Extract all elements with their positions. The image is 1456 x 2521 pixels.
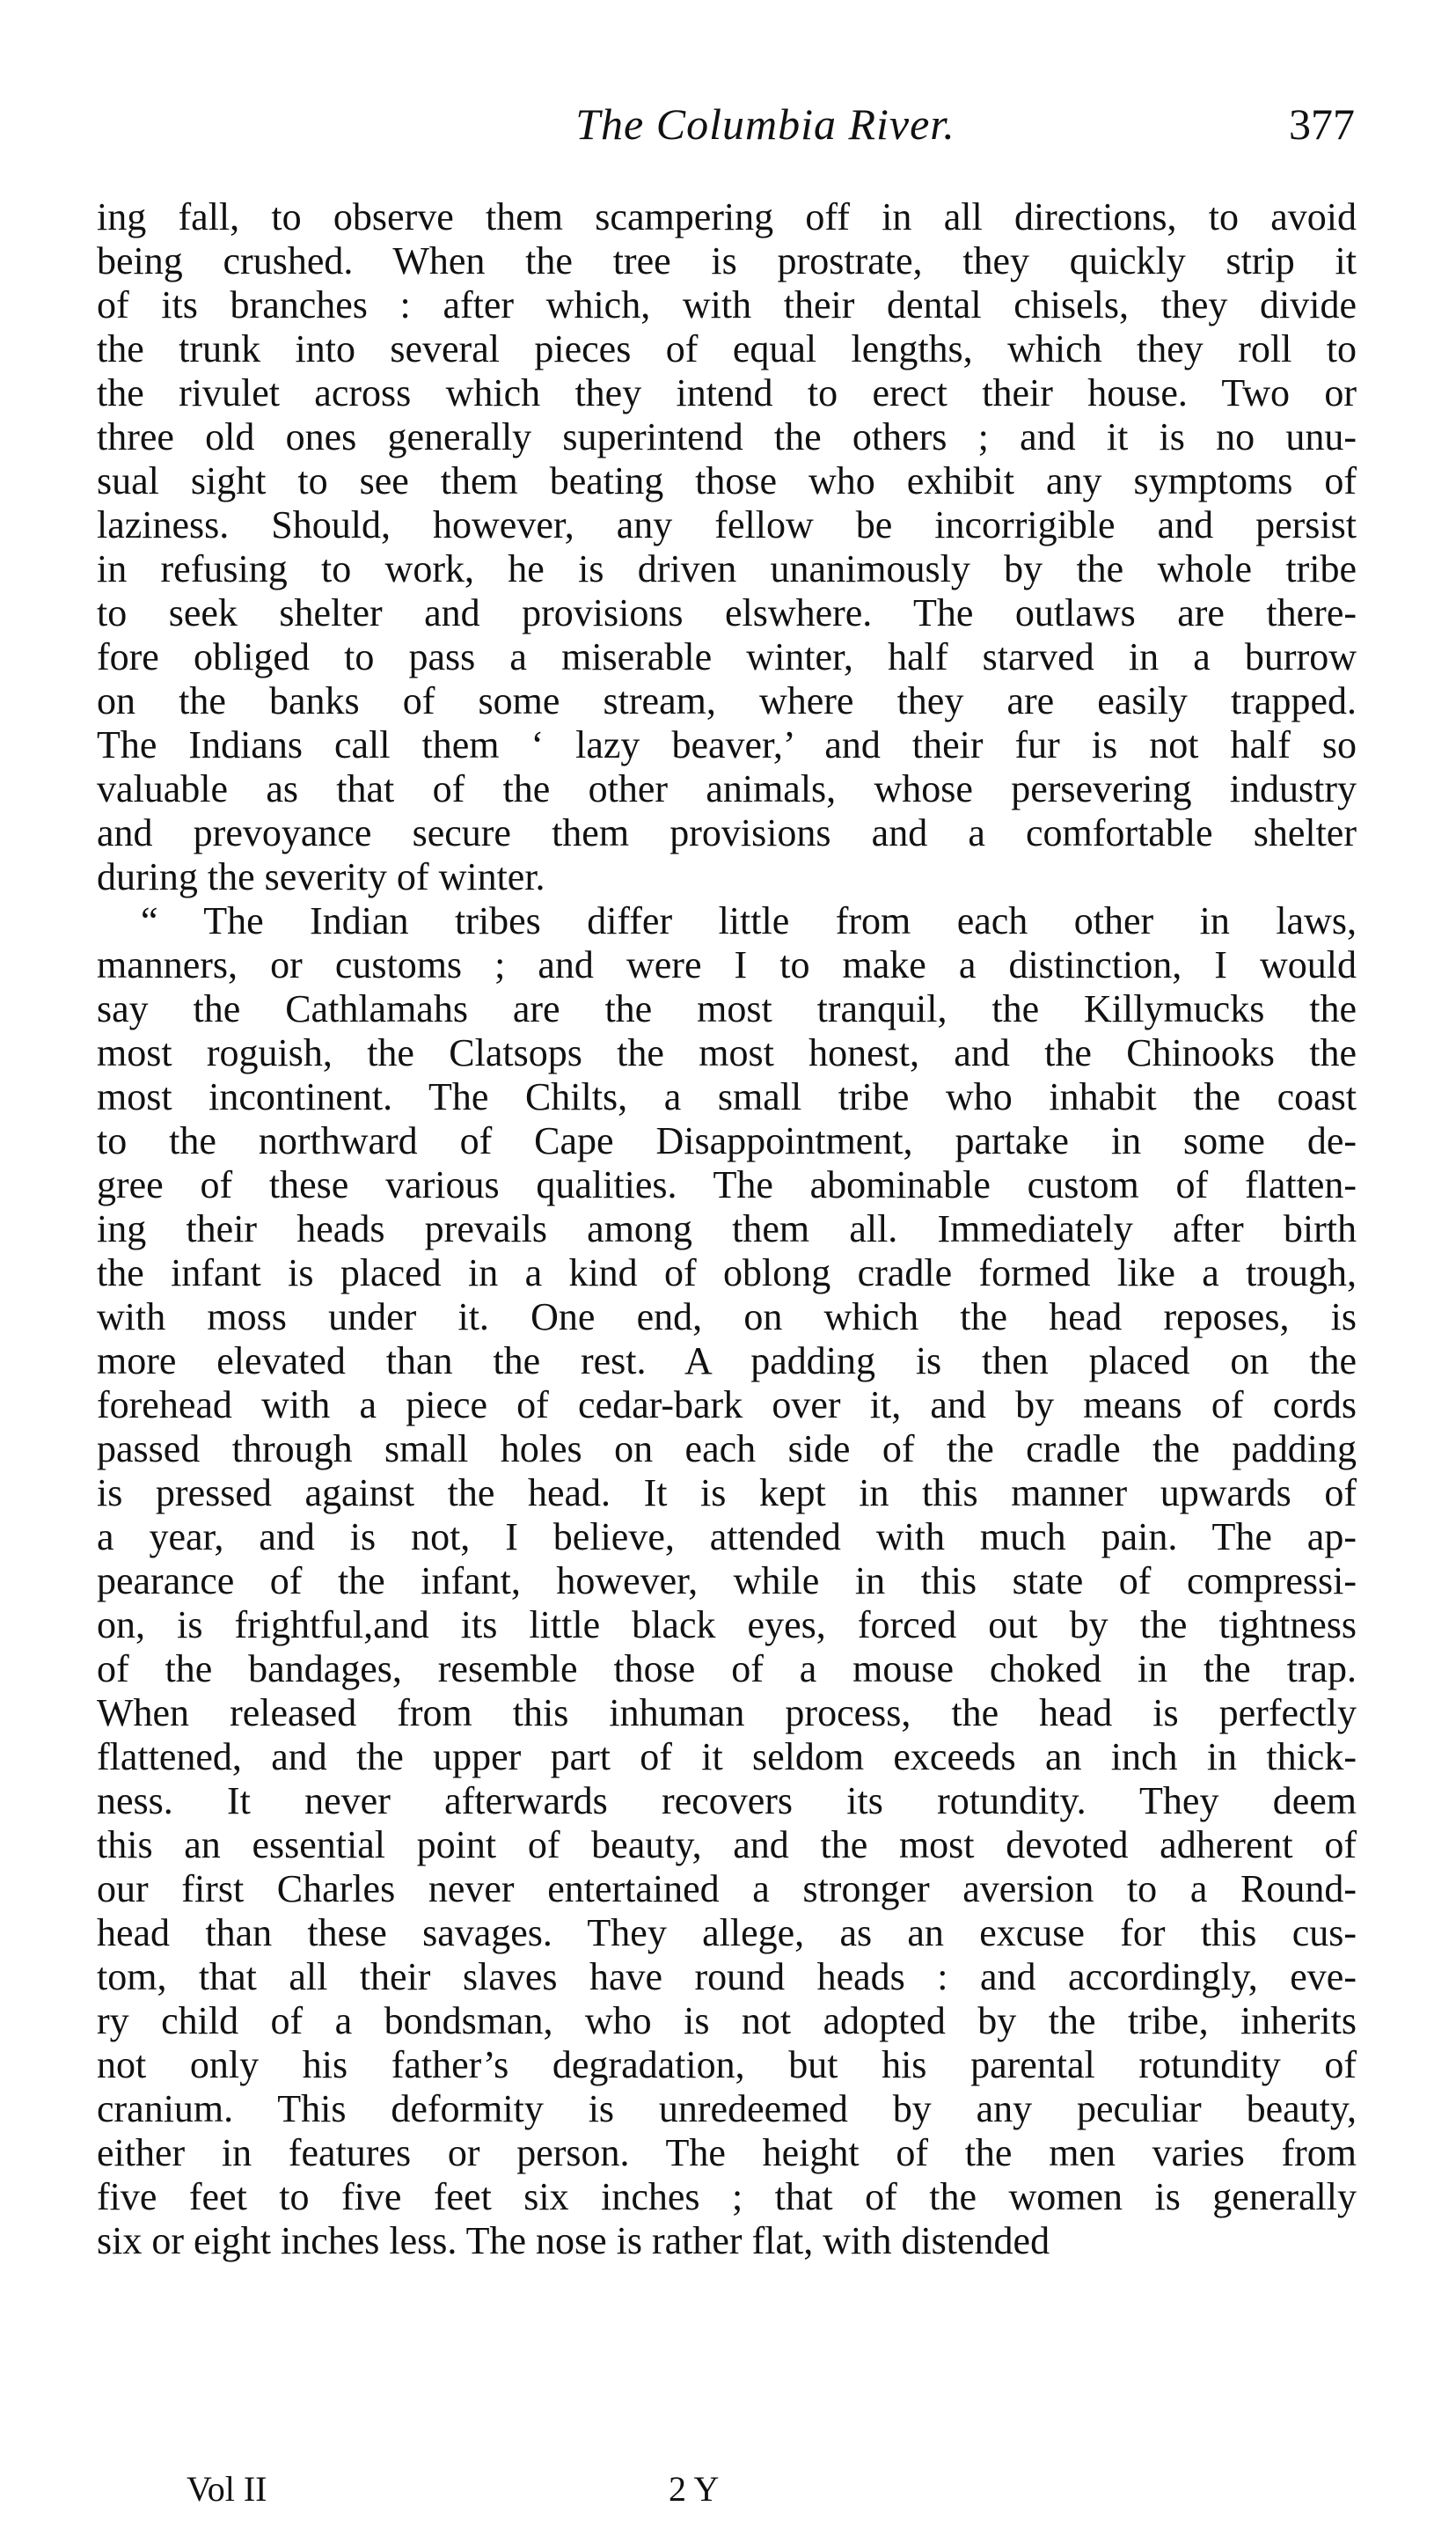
paragraph [97,195,1357,899]
text-line: pearance of the infant, however, while in this state of compressi- [97,1559,1357,1602]
body-text [97,195,1357,2263]
text-line: more elevated than the rest. A padding is then placed on the [97,1339,1357,1382]
text-line: forehead with a piece of cedar-bark over it, and by means of cords [97,1383,1357,1426]
text-line: fore obliged to pass a miserable winter, half starved in a burrow [97,635,1357,678]
volume-mark: Vol II [187,2469,267,2509]
text-line: passed through small holes on each side of the cradle the padding [97,1427,1357,1470]
text-line: ing their heads prevails among them all. Immediately after birth [97,1207,1357,1250]
paragraph [97,899,1357,2263]
text-line: in refusing to work, he is driven unanimously by the whole tribe [97,547,1357,590]
text-line: When released from this inhuman process, the head is perfectly [97,1691,1357,1734]
text-line: five feet to five feet six inches ; that of the women is generally [97,2175,1357,2218]
text-line: three old ones generally superintend the others ; and it is no unu- [97,415,1357,458]
text-line: The Indians call them ‘ lazy beaver,’ and their fur is not half so [97,723,1357,766]
text-line: laziness. Should, however, any fellow be incorrigible and persist [97,503,1357,546]
text-line: to the northward of Cape Disappointment, partake in some de- [97,1119,1357,1162]
text-line: ness. It never afterwards recovers its rotundity. They deem [97,1779,1357,1822]
text-line: say the Cathlamahs are the most tranquil, the Killymucks the [97,987,1357,1030]
text-line: a year, and is not, I believe, attended with much pain. The ap- [97,1515,1357,1558]
text-line: “ The Indian tribes differ little from each other in laws, [141,899,1357,942]
page-number: 377 [1289,99,1355,149]
text-line: ing fall, to observe them scampering off in all directions, to avoid [97,195,1357,238]
text-line: tom, that all their slaves have round heads : and accordingly, eve- [97,1955,1357,1998]
text-line: being crushed. When the tree is prostrate, they quickly strip it [97,239,1357,282]
text-line: and prevoyance secure them provisions and a comfortable shelter [97,811,1357,854]
text-line: this an essential point of beauty, and the most devoted adherent of [97,1823,1357,1866]
page-header [176,99,1355,151]
text-line: of its branches : after which, with their dental chisels, they divide [97,283,1357,326]
page-footer [0,2468,1456,2512]
text-line: most roguish, the Clatsops the most honest, and the Chinooks the [97,1031,1357,1074]
text-line: most incontinent. The Chilts, a small tribe who inhabit the coast [97,1075,1357,1118]
text-line: with moss under it. One end, on which the head reposes, is [97,1295,1357,1338]
text-line: either in features or person. The height of the men varies from [97,2131,1357,2174]
text-line: not only his father’s degradation, but his parental rotundity of [97,2043,1357,2086]
text-line: to seek shelter and provisions elswhere. The outlaws are there- [97,591,1357,634]
text-line: cranium. This deformity is unredeemed by any peculiar beauty, [97,2087,1357,2130]
text-line: is pressed against the head. It is kept in this manner upwards of [97,1471,1357,1514]
text-line: ry child of a bondsman, who is not adopted by the tribe, inherits [97,1999,1357,2042]
text-line: sual sight to see them beating those who exhibit any symptoms of [97,459,1357,502]
text-line: during the severity of winter. [97,855,545,898]
text-line: flattened, and the upper part of it seldom exceeds an inch in thick- [97,1735,1357,1778]
text-line: head than these savages. They allege, as an excuse for this cus- [97,1911,1357,1954]
text-line: manners, or customs ; and were I to make a distinction, I would [97,943,1357,986]
signature-mark: 2 Y [669,2469,720,2509]
text-line: our first Charles never entertained a stronger aversion to a Round- [97,1867,1357,1910]
running-title: The Columbia River. [575,99,955,149]
text-line: of the bandages, resemble those of a mouse choked in the trap. [97,1647,1357,1690]
text-line: on the banks of some stream, where they are easily trapped. [97,679,1357,722]
text-line: six or eight inches less. The nose is rather flat, with distended [97,2219,1050,2262]
text-line: valuable as that of the other animals, whose persevering industry [97,767,1357,810]
text-line: the trunk into several pieces of equal lengths, which they roll to [97,327,1357,370]
text-line: the infant is placed in a kind of oblong cradle formed like a trough, [97,1251,1357,1294]
text-line: the rivulet across which they intend to erect their house. Two or [97,371,1357,414]
text-line: on, is frightful,and its little black eyes, forced out by the tightness [97,1603,1357,1646]
text-line: gree of these various qualities. The abominable custom of flatten- [97,1163,1357,1206]
